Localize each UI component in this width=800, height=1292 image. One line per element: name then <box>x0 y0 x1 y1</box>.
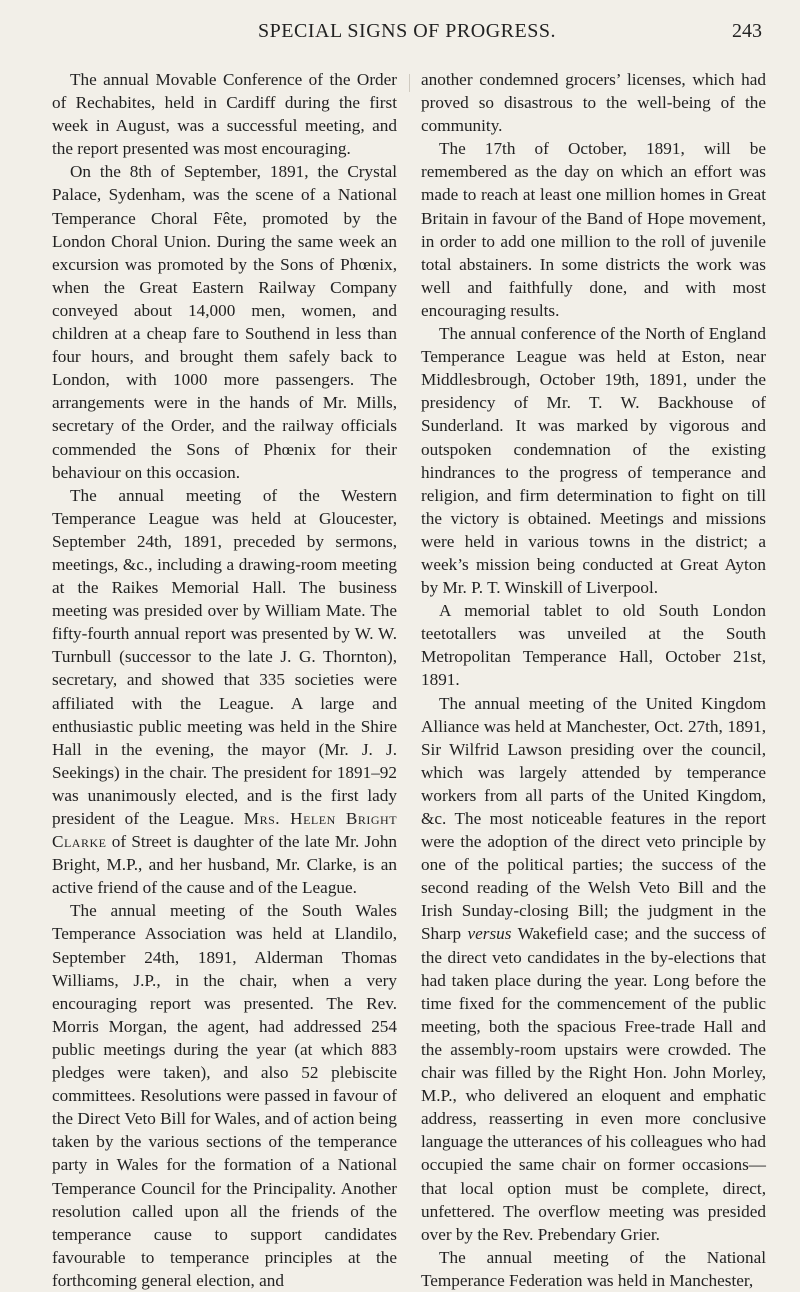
paragraph-band-of-hope: The 17th of October, 1891, will be remembered as the day on which an effort was made to reach at least one million homes in Great Britain in favour of the Band of Hope movement, in order to add one million to the roll of juvenile total abstainers. In some districts the work was well and faithfully done, and with most encouraging results. <box>421 139 766 320</box>
paragraph-north-england: The annual conference of the North of England Temperance League was held at Eston, near Middlesbrough, October 19th, 1891, under the presidency of Mr. T. W. Backhouse of Sunderland. It was marked by vigorous and outspoken condemnation of the existing hindrances to the progress of temperance and religion, and firm determination to fight on till the victory is obtained. Meetings and missions were held in various towns in the district; a week’s mission being conducted at Great Ayton by Mr. P. T. Winskill of Liverpool. <box>421 324 766 598</box>
column-divider <box>409 74 410 92</box>
paragraph-text: of Street is daughter of the late Mr. John Bright, M.P., and her husband, Mr. Clarke, is an active friend of the cause and of the League. <box>52 832 398 898</box>
page-number: 243 <box>732 20 762 42</box>
paragraph-text: The annual meeting of the Western Temperance League was held at Gloucester, September 24th, 1891, preceded by sermons, meetings, &c., including a drawing-room meeting at the Raikes Memorial Hall. The business meeting was presided over by William Mate. The fifty-fourth annual report was presented by W. W. Turnbull (successor to the late J. G. Thornton), secretary, and showed that 335 societies were affiliated with the League. A large and enthusiastic public meeting was held in the Shire Hall in the evening, the mayor (Mr. J. J. Seekings) in the chair. The president for 1891–92 was unanimously elected, and is the first lady president of the League. <box>52 485 397 828</box>
paragraph-memorial-tablet: A memorial tablet to old South London teetotallers was unveiled at the South Metropolitan Temperance Hall, October 21st, 1891. <box>421 601 766 690</box>
paragraph-western-league <box>52 484 397 900</box>
italic-word: versus <box>467 924 512 944</box>
paragraph-uk-alliance <box>421 692 766 1246</box>
paragraph-national-federation: The annual meeting of the National Temperance Federation was held in Manchester, <box>421 1247 766 1290</box>
left-column <box>52 68 398 1290</box>
paragraph-text: The annual meeting of the United Kingdom Alliance was held at Manchester, Oct. 27th, 1891, Sir Wilfrid Lawson presiding over the council, which was largely attended by temperance workers from all parts of the United Kingdom, &c. The most noticeable features in the report were the adoption of the direct veto principle by one of the political parties; the success of the second reading of the Welsh Veto Bill and the Irish Sunday-closing Bill; the judgment in the Sharp <box>421 693 766 944</box>
paragraph-south-wales: The annual meeting of the South Wales Temperance Association was held at Llandilo, September 24th, 1891, Alderman Thomas Williams, J.P., in the chair, when a very encouraging report was presented. The Rev. Morris Morgan, the agent, had addressed 254 public meetings during the year (at which 883 pledges were taken), and also 52 plebiscite committees. Resolutions were passed in favour of the Direct Veto Bill for Wales, and of action being taken by the various sections of the temperance party in Wales for the formation of a National Temperance Council for the Principality. Another resolution called upon all the friends of the temperance cause to support candidates favourable to temperance principles at the forthcoming general election, and <box>52 901 397 1290</box>
running-head <box>52 20 762 46</box>
right-column <box>421 68 766 1290</box>
paragraph-rechabites: The annual Movable Conference of the Order of Rechabites, held in Cardiff during the first week in August, was a successful meeting, and the report presented was most encouraging. <box>52 70 397 159</box>
president-name: Mrs. Helen Bright Clarke <box>52 809 398 852</box>
running-title: SPECIAL SIGNS OF PROGRESS. <box>258 20 556 42</box>
paragraph-text: Wakefield case; and the success of the direct veto candidates in the by-elections that had taken place during the year. Long before the time fixed for the commencement of the public meeting, both the spacious Free-trade Hall and the assembly-room upstairs were crowded. The chair was filled by the Right Hon. John Morley, M.P., who delivered an eloquent and emphatic address, reasserting in even more conclusive language the utterances of his colleagues who had occupied the same chair on former occasions—that local option must be complete, direct, unfettered. The overflow meeting was presided over by the Rev. Prebendary Grier. <box>421 924 766 1244</box>
paragraph-continued: another condemned grocers’ licenses, which had proved so disastrous to the well-being of the community. <box>421 70 766 136</box>
text-columns <box>52 68 766 1290</box>
paragraph-crystal-palace: On the 8th of September, 1891, the Crystal Palace, Sydenham, was the scene of a National Temperance Choral Fête, promoted by the London Choral Union. During the same week an excursion was promoted by the Sons of Phœnix, when the Great Eastern Railway Company conveyed about 14,000 men, women, and children at a cheap fare to Southend in less than four hours, and brought them safely back to London, with 1000 more passengers. The arrangements were in the hands of Mr. Mills, secretary of the Order, and the railway officials commended the Sons of Phœnix for their behaviour on this occasion. <box>52 162 397 482</box>
